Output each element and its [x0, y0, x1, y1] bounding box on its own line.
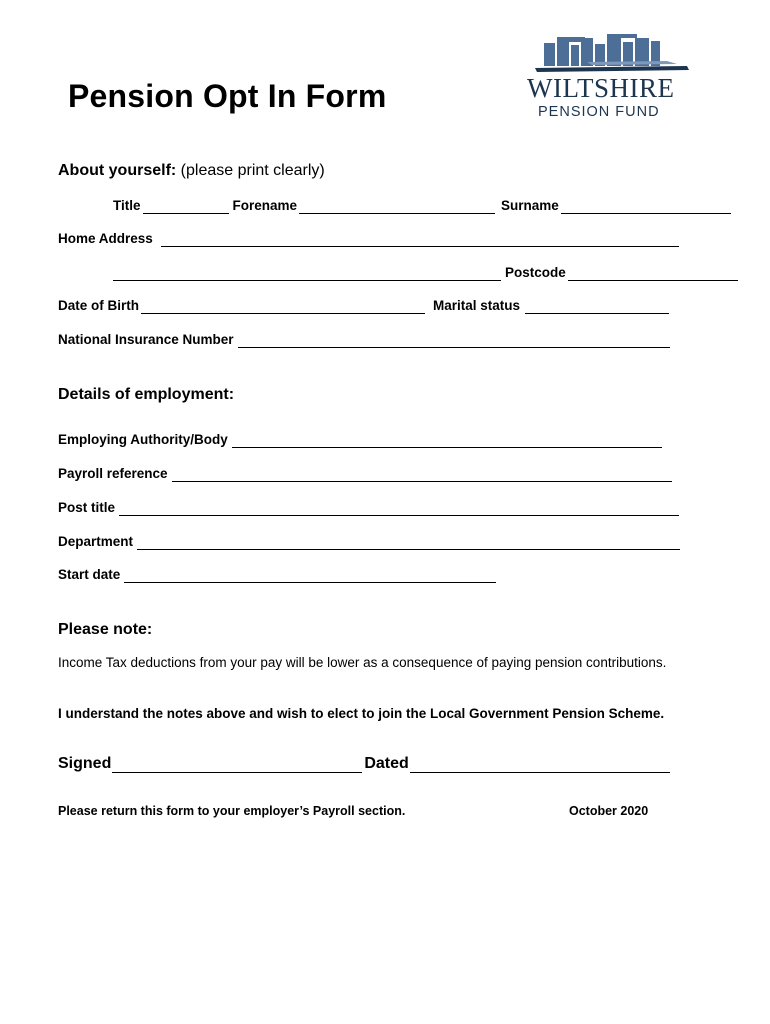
postcode-row	[113, 265, 738, 281]
payroll-label: Payroll reference	[58, 466, 168, 481]
logo-text-wiltshire: WILTSHIRE	[527, 73, 675, 103]
marital-field[interactable]	[525, 300, 669, 314]
dob-label: Date of Birth	[58, 298, 139, 313]
marital-label: Marital status	[433, 298, 521, 313]
payroll-field[interactable]	[172, 468, 672, 482]
forename-field[interactable]	[299, 200, 495, 214]
dob-row	[58, 298, 669, 314]
employing-field[interactable]	[232, 434, 662, 448]
post-label: Post title	[58, 500, 116, 515]
home-address-field-1[interactable]	[161, 233, 679, 247]
note-heading: Please note:	[58, 621, 153, 638]
title-label: Title	[113, 198, 141, 213]
department-label: Department	[58, 534, 134, 549]
form-title: Pension Opt In Form	[68, 78, 387, 114]
dob-field[interactable]	[141, 300, 425, 314]
note-text: Income Tax deductions from your pay will be lower as a consequence of paying pension contributions.	[58, 655, 667, 670]
form-date: October 2020	[569, 804, 649, 818]
start-field[interactable]	[124, 569, 496, 583]
postcode-label: Postcode	[505, 265, 566, 280]
logo-text-pension-fund: PENSION FUND	[538, 104, 660, 120]
return-instructions: Please return this form to your employer’s Payroll section.	[58, 804, 406, 818]
post-row	[58, 500, 679, 516]
dated-field[interactable]	[410, 757, 670, 773]
ni-row	[58, 332, 670, 348]
start-label: Start date	[58, 567, 121, 582]
signed-label: Signed	[58, 755, 112, 772]
about-heading	[58, 162, 325, 180]
employing-row	[58, 432, 662, 448]
ni-label: National Insurance Number	[58, 332, 234, 347]
about-heading-label: About yourself:	[58, 162, 177, 179]
employing-label: Employing Authority/Body	[58, 432, 228, 447]
dated-label: Dated	[364, 755, 409, 772]
home-address-row	[58, 231, 679, 247]
ni-field[interactable]	[238, 334, 670, 348]
home-address-label: Home Address	[58, 231, 153, 246]
signed-field[interactable]	[112, 757, 362, 773]
signature-row	[58, 755, 670, 773]
forename-label: Forename	[232, 198, 298, 213]
department-field[interactable]	[137, 536, 680, 550]
home-address-field-2[interactable]	[113, 267, 501, 281]
postcode-field[interactable]	[568, 267, 738, 281]
department-row	[58, 534, 680, 550]
surname-label: Surname	[501, 198, 559, 213]
title-field[interactable]	[143, 200, 229, 214]
post-field[interactable]	[119, 502, 679, 516]
about-subheading: (please print clearly)	[180, 162, 325, 179]
name-row	[113, 198, 731, 214]
employment-heading: Details of employment:	[58, 386, 235, 403]
surname-field[interactable]	[561, 200, 731, 214]
start-row	[58, 567, 496, 583]
payroll-row	[58, 466, 672, 482]
declaration-text: I understand the notes above and wish to elect to join the Local Government Pension Scheme.	[58, 706, 665, 721]
